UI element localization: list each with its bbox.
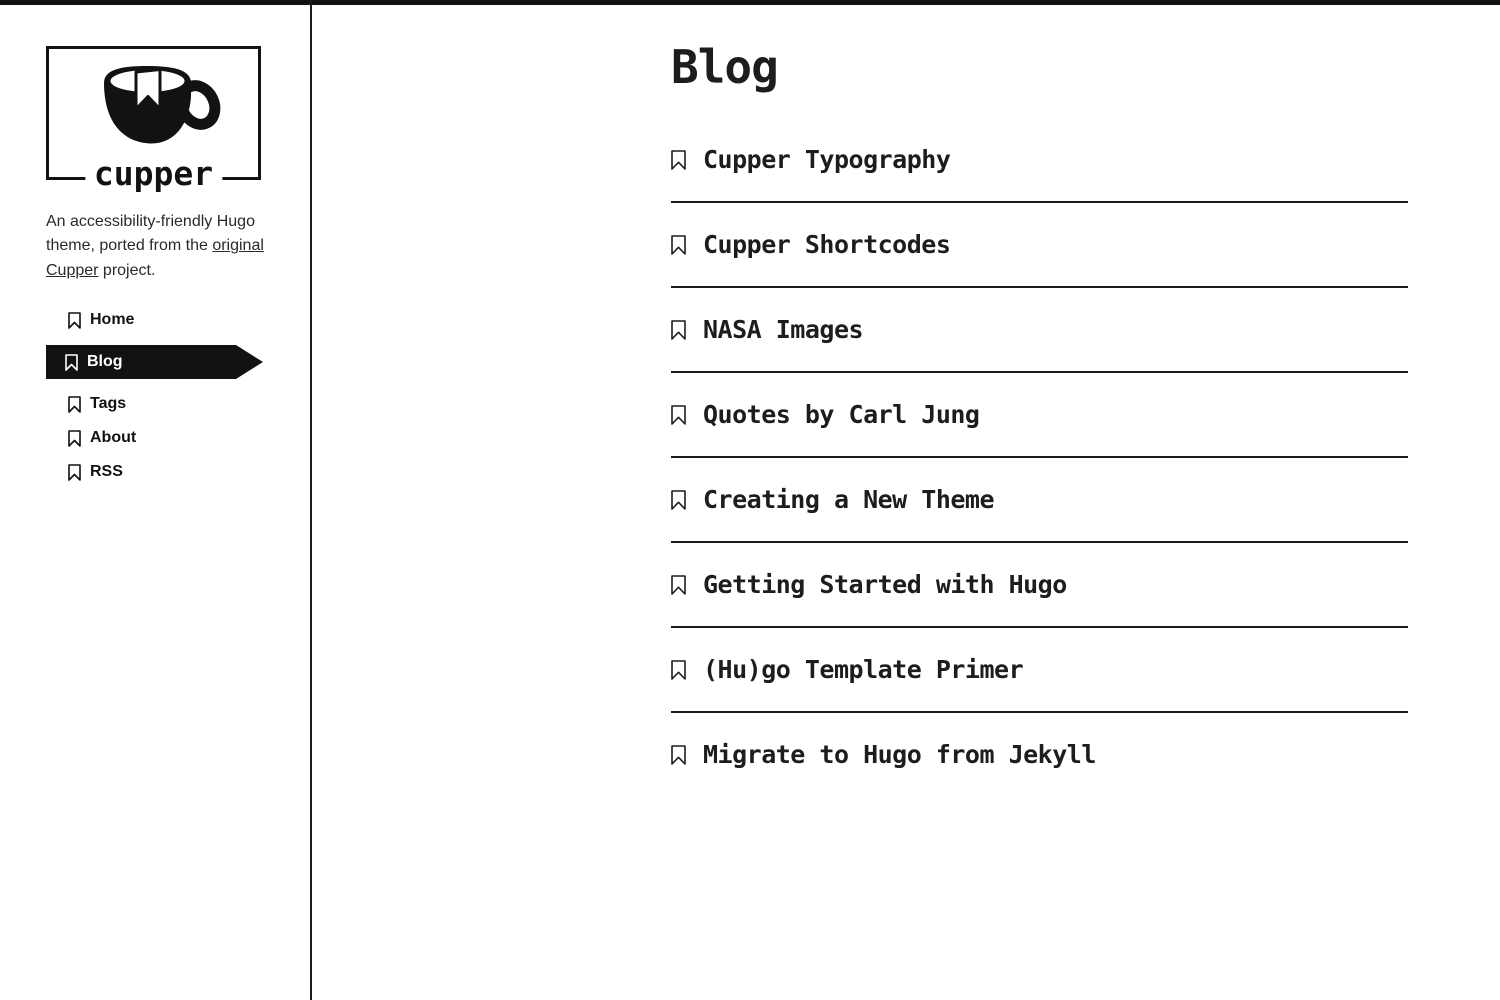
sidebar-item-tags[interactable]: [46, 387, 263, 421]
bookmark-icon: [671, 320, 686, 340]
bookmark-icon: [68, 464, 81, 481]
post-title: Creating a New Theme: [703, 485, 995, 515]
sidebar-item-home[interactable]: [46, 303, 263, 337]
post-link-migrate-to-hugo-from-jekyll[interactable]: [671, 713, 1408, 796]
page-title: Blog: [671, 40, 778, 94]
post-title: Cupper Shortcodes: [703, 230, 951, 260]
bookmark-icon: [671, 575, 686, 595]
bookmark-icon: [671, 745, 686, 765]
tagline-text-before: An accessibility-friendly Hugo theme, ported from the: [46, 213, 255, 255]
post-title: NASA Images: [703, 315, 864, 345]
coffee-cup-with-bookmark-icon: [79, 53, 229, 157]
post-title: Getting Started with Hugo: [703, 570, 1067, 600]
sidebar-item-rss[interactable]: [46, 455, 263, 489]
bookmark-icon: [671, 235, 686, 255]
bookmark-icon: [671, 405, 686, 425]
sidebar-nav: [46, 303, 310, 489]
post-title: Quotes by Carl Jung: [703, 400, 980, 430]
post-title: Cupper Typography: [703, 145, 951, 175]
tagline-text-after: project.: [98, 261, 156, 279]
nav-label: RSS: [90, 463, 123, 481]
sidebar-divider: [310, 0, 312, 1000]
post-link-quotes-by-carl-jung[interactable]: [671, 373, 1408, 458]
site-tagline: [46, 210, 264, 283]
bookmark-icon: [68, 396, 81, 413]
post-title: Migrate to Hugo from Jekyll: [703, 740, 1096, 770]
bookmark-icon: [671, 490, 686, 510]
post-link-cupper-shortcodes[interactable]: [671, 203, 1408, 288]
nav-label: Tags: [90, 395, 127, 413]
bookmark-icon: [671, 150, 686, 170]
post-link-getting-started-with-hugo[interactable]: [671, 543, 1408, 628]
nav-label: About: [90, 429, 137, 447]
main-content: [671, 5, 1408, 796]
post-link-hugo-template-primer[interactable]: [671, 628, 1408, 713]
post-title: (Hu)go Template Primer: [703, 655, 1024, 685]
post-link-creating-a-new-theme[interactable]: [671, 458, 1408, 543]
site-logo[interactable]: [46, 46, 261, 193]
bookmark-icon: [671, 660, 686, 680]
bookmark-icon: [65, 354, 78, 371]
sidebar-nav-list: [46, 303, 263, 489]
sidebar-item-about[interactable]: [46, 421, 263, 455]
brand-name: cupper: [85, 157, 222, 190]
original-cupper-link[interactable]: original Cupper: [46, 237, 264, 279]
bookmark-icon: [68, 312, 81, 329]
post-list: [671, 118, 1408, 796]
post-link-cupper-typography[interactable]: [671, 118, 1408, 203]
sidebar: [0, 5, 310, 489]
sidebar-item-blog[interactable]: [46, 345, 236, 379]
nav-label: Blog: [87, 353, 123, 371]
post-link-nasa-images[interactable]: [671, 288, 1408, 373]
nav-label: Home: [90, 311, 135, 329]
bookmark-icon: [68, 430, 81, 447]
